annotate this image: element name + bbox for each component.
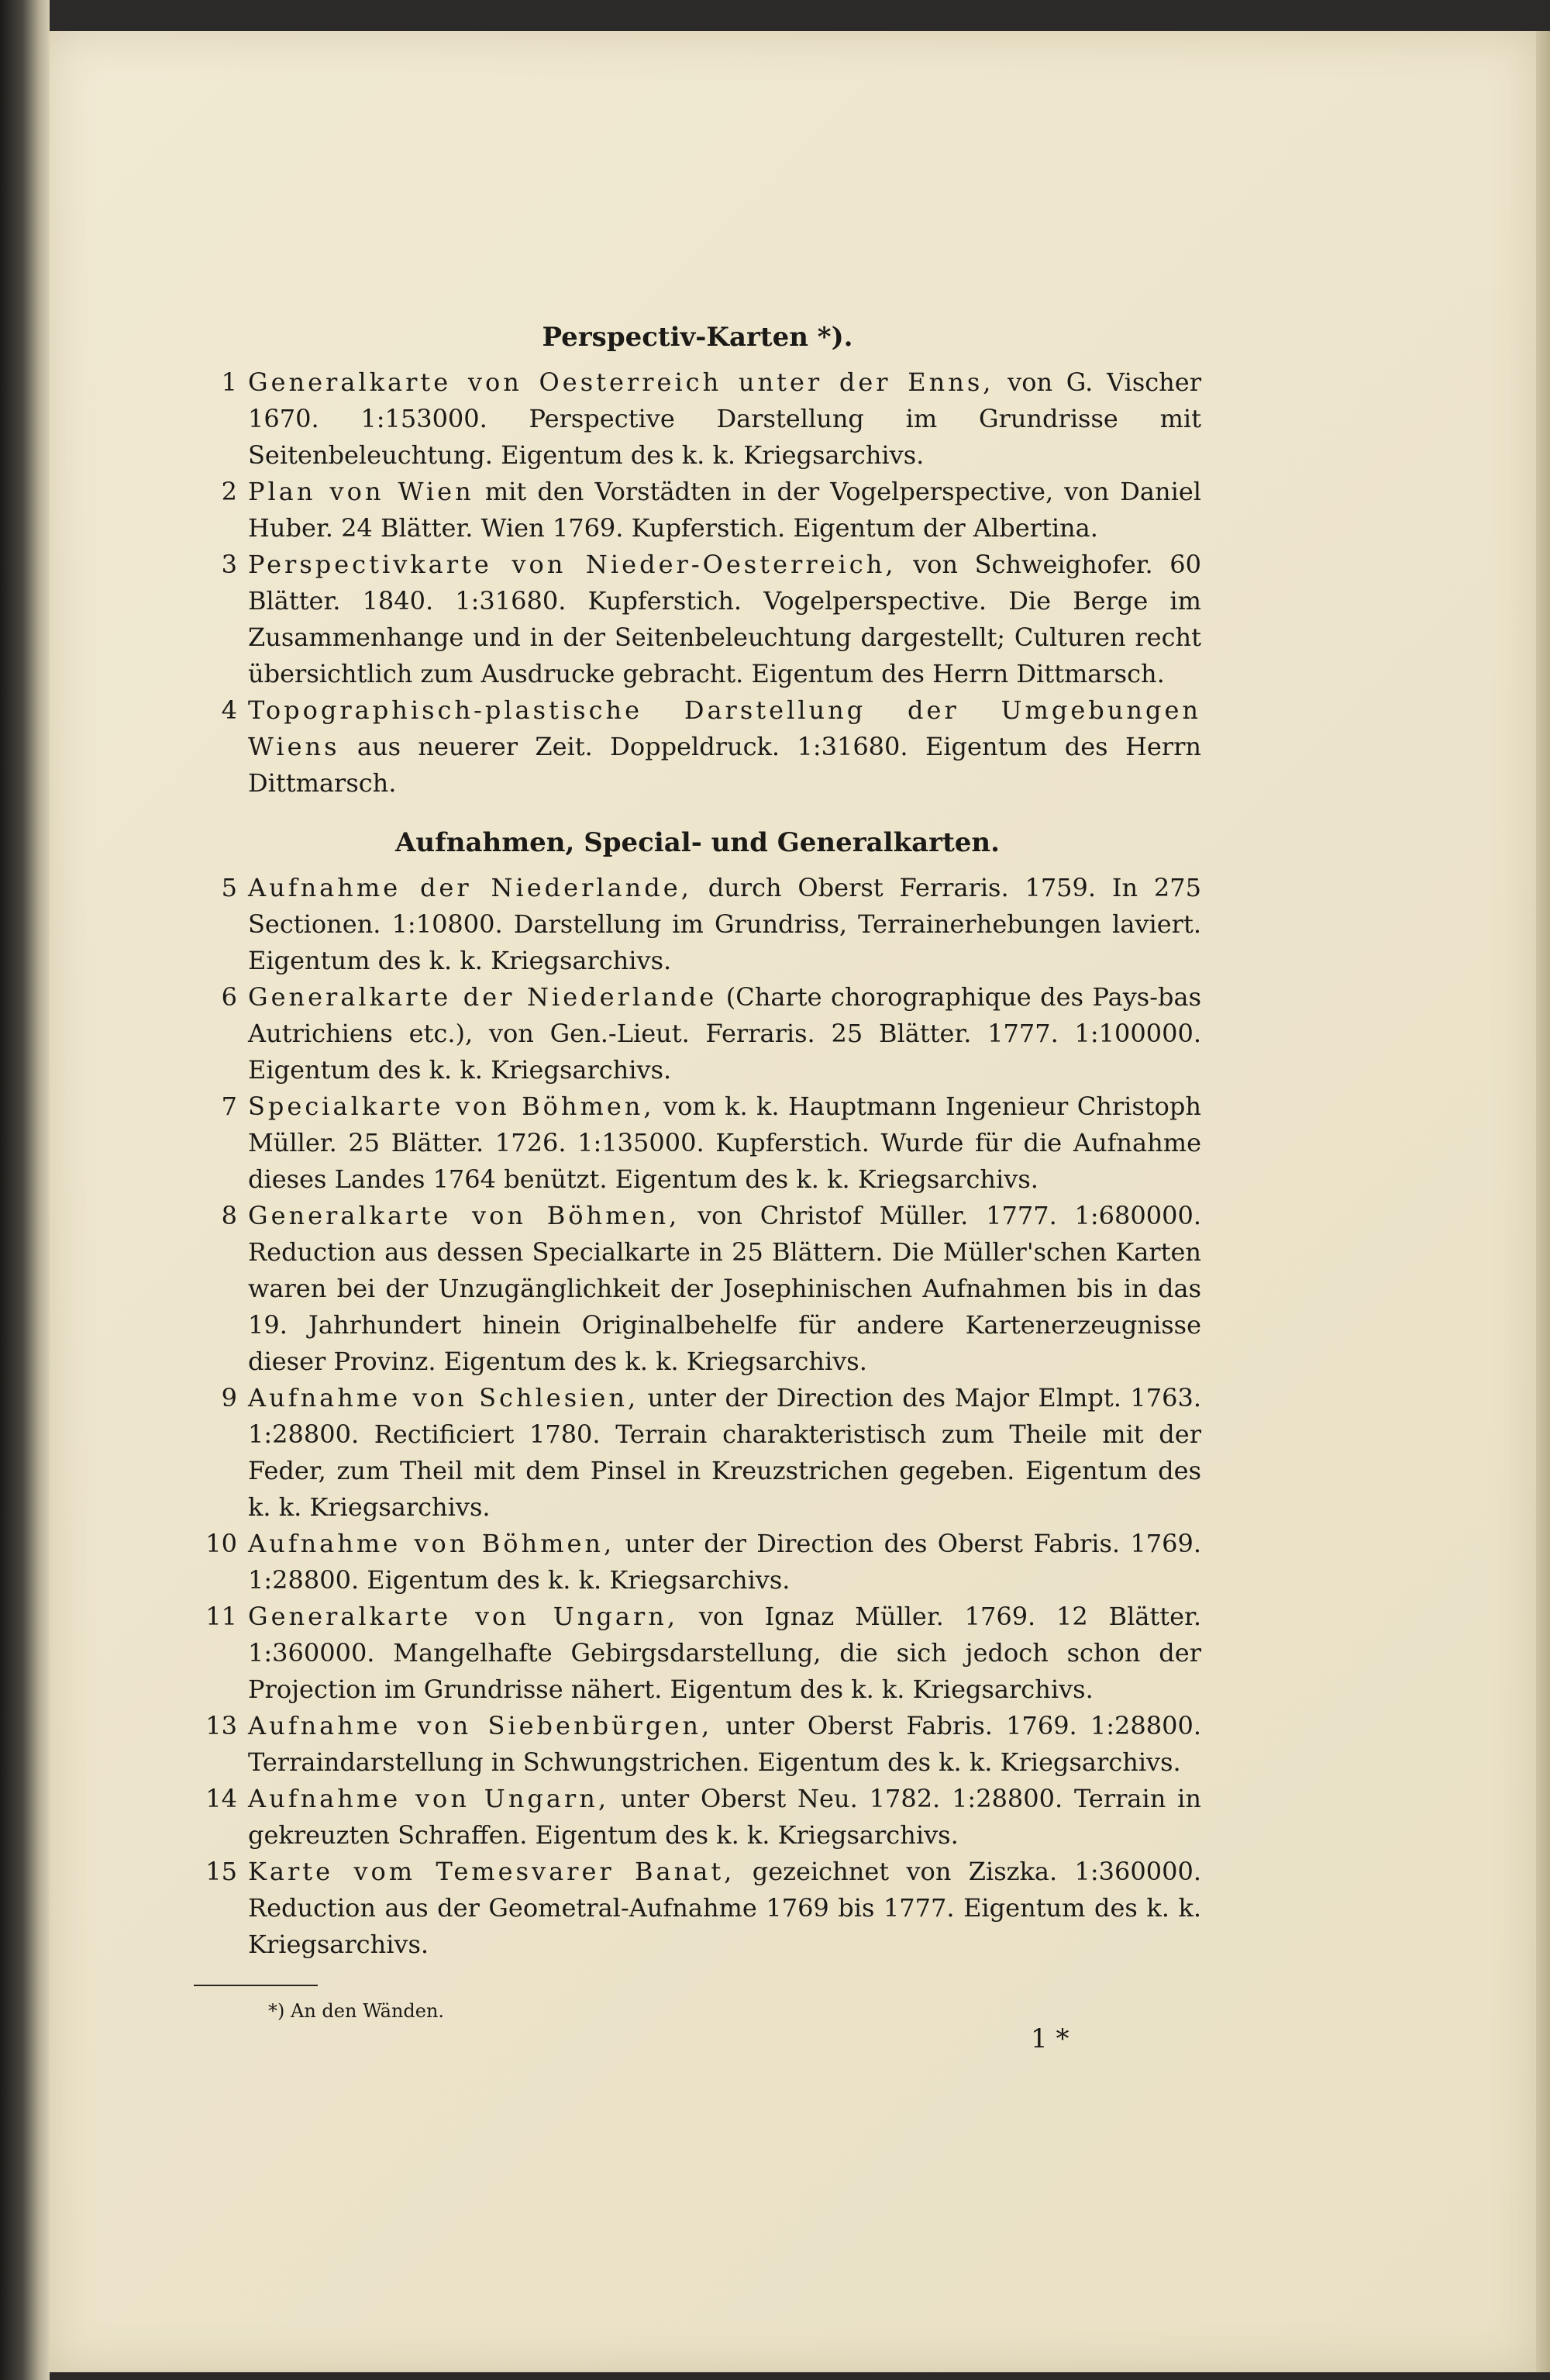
entry-title: Perspectivkarte von Nieder-Oesterreich, (248, 550, 897, 579)
entry-description: unter Oberst Fabris. 1769. 1:28800. Terraindarstellung in Schwungstrichen. Eigentum des k. k. Kriegsarchivs. (248, 1711, 1201, 1777)
entry-number: 14 (205, 1784, 237, 1813)
entry-description: von Schweighofer. 60 Blätter. 1840. 1:31680. Kupferstich. Vogelperspective. Die Berge im Zusammenhange und in der Seitenbeleuchtung dargestellt; Culturen recht übersichtlich zum Ausdrucke gebracht. Eigentum des Herrn Dittmarsch. (248, 550, 1202, 688)
page-folio: 1 * (1031, 2023, 1070, 2054)
entry-number: 1 (221, 367, 237, 397)
entry-number: 4 (221, 695, 237, 725)
entry-title: Topographisch-plastische Darstellung der Umgebungen Wiens (248, 695, 1201, 761)
entry-number: 2 (221, 477, 237, 506)
catalog-entry (194, 474, 1201, 547)
entry-number: 11 (205, 1602, 237, 1631)
entry-description: vom k. k. Hauptmann Ingenieur Christoph Müller. 25 Blätter. 1726. 1:135000. Kupferstich. Wurde für die Aufnahme dieses Landes 1764 benützt. Eigentum des k. k. Kriegsarchivs. (248, 1092, 1202, 1194)
entry-title: Generalkarte von Böhmen, (248, 1201, 680, 1230)
section-heading-aufnahmen: Aufnahmen, Special- und Generalkarten. (395, 827, 1000, 858)
catalog-entry (194, 1088, 1201, 1198)
catalog-entry (194, 1781, 1201, 1854)
entry-number: 13 (205, 1711, 237, 1740)
entry-title: Specialkarte von Böhmen, (248, 1092, 655, 1121)
entry-number: 6 (221, 982, 237, 1012)
entry-description: von Christof Müller. 1777. 1:680000. Reduction aus dessen Specialkarte in 25 Blättern. Die Müller'schen Karten waren bei der Unzugänglichkeit der Josephinischen Aufnahmen bis in das 19. Jahrhundert hinein Originalbehelfe für andere Kartenerzeugnisse dieser Provinz. Eigentum des k. k. Kriegsarchivs. (248, 1201, 1202, 1376)
catalog-entry (194, 692, 1201, 802)
entry-number: 15 (205, 1857, 237, 1886)
entry-description: durch Oberst Ferraris. 1759. In 275 Sectionen. 1:10800. Darstellung im Grundriss, Terrainerhebungen laviert. Eigentum des k. k. Kriegsarchivs. (248, 873, 1202, 975)
entry-description: unter der Direction des Oberst Fabris. 1769. 1:28800. Eigentum des k. k. Kriegsarchivs. (248, 1529, 1202, 1595)
catalog-entry (194, 1526, 1201, 1599)
entry-description: mit den Vorstädten in der Vogelperspective, von Daniel Huber. 24 Blätter. Wien 1769. Kupferstich. Eigentum der Albertina. (248, 477, 1202, 543)
entry-number: 9 (221, 1383, 237, 1412)
catalog-entry (194, 547, 1201, 692)
catalog-entry (194, 364, 1201, 474)
entry-title: Aufnahme von Böhmen, (248, 1529, 615, 1558)
entry-description: von Ignaz Müller. 1769. 12 Blätter. 1:360000. Mangelhafte Gebirgsdarstellung, die sich jedoch schon der Projection im Grundrisse nähert. Eigentum des k. k. Kriegsarchivs. (248, 1602, 1202, 1704)
footnote-rule (194, 1985, 318, 1986)
entry-description: unter Oberst Neu. 1782. 1:28800. Terrain in gekreuzten Schraffen. Eigentum des k. k. Kriegsarchivs. (248, 1784, 1202, 1850)
catalog-entry (194, 1380, 1201, 1526)
section-heading-perspectiv: Perspectiv-Karten *). (542, 322, 853, 353)
entry-number: 3 (221, 550, 237, 579)
entry-title: Aufnahme von Siebenbürgen, (248, 1711, 713, 1740)
entry-description: gezeichnet von Ziszka. 1:360000. Reduction aus der Geometral-Aufnahme 1769 bis 1777. Eigentum des k. k. Kriegsarchivs. (248, 1857, 1202, 1959)
entry-description: aus neuerer Zeit. Doppeldruck. 1:31680. Eigentum des Herrn Dittmarsch. (248, 732, 1201, 798)
catalog-entry (194, 1854, 1201, 1963)
entry-number: 8 (221, 1201, 237, 1230)
entry-description: von G. Vischer 1670. 1:153000. Perspective Darstellung im Grundrisse mit Seitenbeleuchtung. Eigentum des k. k. Kriegsarchivs. (248, 367, 1202, 470)
entry-title: Aufnahme von Ungarn, (248, 1784, 609, 1813)
catalog-entry (194, 1599, 1201, 1708)
catalog-entry (194, 1708, 1201, 1781)
footnote: *) An den Wänden. (268, 2000, 445, 2022)
catalog-entry (194, 870, 1201, 979)
entry-description: (Charte chorographique des Pays-bas Autrichiens etc.), von Gen.-Lieut. Ferraris. 25 Blätter. 1777. 1:100000. Eigentum des k. k. Kriegsarchivs. (248, 982, 1201, 1085)
entry-title: Generalkarte von Ungarn, (248, 1602, 679, 1631)
entry-title: Generalkarte der Niederlande (248, 982, 718, 1012)
entry-number: 7 (221, 1092, 237, 1121)
entry-title: Generalkarte von Oesterreich unter der Enns, (248, 367, 994, 397)
entry-title: Aufnahme der Niederlande, (248, 873, 692, 902)
page-content (194, 318, 1201, 2025)
entry-title: Plan von Wien (248, 477, 474, 506)
catalog-entry (194, 979, 1201, 1088)
entry-number: 5 (221, 873, 237, 902)
page-edge (1536, 31, 1550, 2372)
catalog-entry (194, 1198, 1201, 1380)
entry-description: unter der Direction des Major Elmpt. 1763. 1:28800. Rectificiert 1780. Terrain charakteristisch zum Theile mit der Feder, zum Theil mit dem Pinsel in Kreuzstrichen gegeben. Eigentum des k. k. Kriegsarchivs. (248, 1383, 1202, 1522)
entry-title: Aufnahme von Schlesien, (248, 1383, 639, 1412)
entry-title: Karte vom Temesvarer Banat, (248, 1857, 735, 1886)
entry-number: 10 (205, 1529, 237, 1558)
book-spine (0, 0, 50, 2380)
